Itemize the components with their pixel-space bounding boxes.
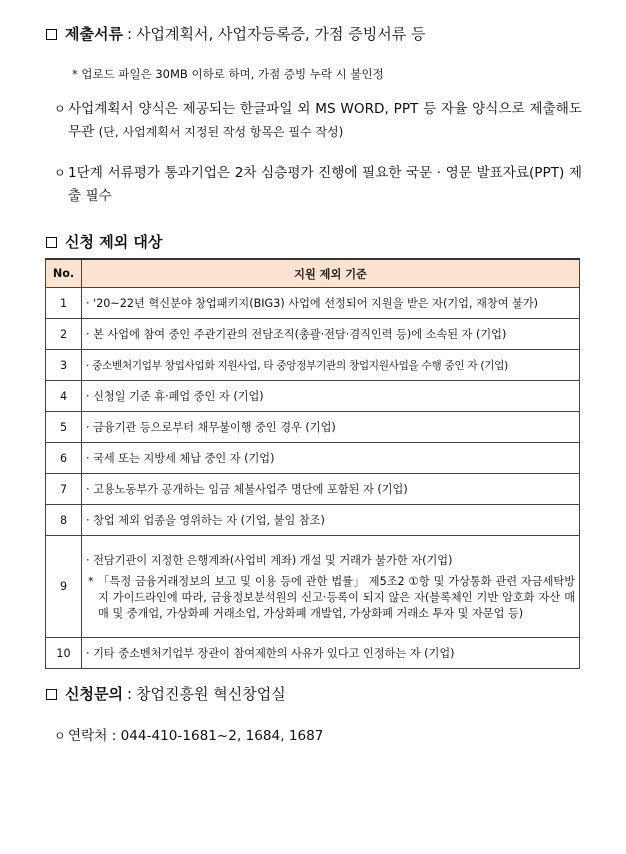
section-title: 제출서류 bbox=[65, 25, 123, 43]
separator: : bbox=[126, 25, 133, 43]
row-number: 2 bbox=[46, 319, 82, 350]
separator: : bbox=[126, 685, 133, 703]
checkbox-square-icon bbox=[46, 237, 57, 248]
header-criteria: 지원 제외 기준 bbox=[82, 259, 580, 288]
note-mark: * bbox=[88, 574, 94, 588]
bullet-item-format bbox=[54, 98, 582, 144]
row-text: · 국세 또는 지방세 체납 중인 자 (기업) bbox=[82, 443, 580, 474]
table-row bbox=[46, 505, 580, 536]
row-number: 6 bbox=[46, 443, 82, 474]
bullet-mark: ㅇ bbox=[54, 729, 66, 743]
bullet-item-presentation bbox=[54, 162, 582, 208]
bullet-text: 1단계 서류평가 통과기업은 2차 심층평가 진행에 필요한 국문 · 영문 발표자료(PPT) 제출 필수 bbox=[68, 165, 582, 204]
bullet-mark: ㅇ bbox=[54, 102, 66, 116]
table-row bbox=[46, 288, 580, 319]
section-exclusion-heading bbox=[46, 232, 162, 252]
table-row bbox=[46, 381, 580, 412]
row-line: · 전담기관이 지정한 은행계좌(사업비 계좌) 개설 및 거래가 불가한 자(기업) bbox=[86, 553, 453, 567]
row-number: 3 bbox=[46, 350, 82, 381]
row-number: 5 bbox=[46, 412, 82, 443]
header-no: No. bbox=[46, 259, 82, 288]
section-content: 사업계획서, 사업자등록증, 가점 증빙서류 등 bbox=[136, 25, 426, 43]
row-number: 7 bbox=[46, 474, 82, 505]
exclusion-criteria-table bbox=[45, 258, 580, 669]
row-text: · '20~22년 혁신분야 창업패키지(BIG3) 사업에 선정되어 지원을 받은 자(기업, 재창여 불가) bbox=[82, 288, 580, 319]
section-submission-heading bbox=[46, 24, 425, 44]
row-number: 4 bbox=[46, 381, 82, 412]
table-row bbox=[46, 638, 580, 669]
table-row bbox=[46, 474, 580, 505]
row-text: · 중소벤처기업부 창업사업화 지원사업, 타 중앙정부기관의 창업지원사업을 수행 중인 자 (기업) bbox=[82, 350, 580, 381]
row-text: · 금융기관 등으로부터 채무불이행 중인 경우 (기업) bbox=[82, 412, 580, 443]
table-header-row bbox=[46, 259, 580, 288]
row-text: · 신청일 기준 휴·폐업 중인 자 (기업) bbox=[82, 381, 580, 412]
contact-line bbox=[54, 725, 582, 748]
row-text: · 창업 제외 업종을 영위하는 자 (기업, 붙임 참조) bbox=[82, 505, 580, 536]
table-row bbox=[46, 319, 580, 350]
row-text: · 본 사업에 참여 중인 주관기관의 전담조직(총괄·전담·겸직인력 등)에 소속된 자 (기업) bbox=[82, 319, 580, 350]
section-inquiry-heading bbox=[46, 684, 286, 704]
table-row bbox=[46, 536, 580, 638]
checkbox-square-icon bbox=[46, 689, 57, 700]
row-subnote bbox=[86, 574, 575, 622]
bullet-note: (단, 사업계획서 지정된 작성 항목은 필수 작성) bbox=[98, 125, 344, 139]
upload-note: * 업로드 파일은 30MB 이하로 하며, 가점 증빙 누락 시 불인정 bbox=[72, 67, 384, 81]
row-text: · 기타 중소벤처기업부 장관이 참여제한의 사유가 있다고 인정하는 자 (기업) bbox=[82, 638, 580, 669]
table-row bbox=[46, 412, 580, 443]
contact-text: 연락처 : 044-410-1681~2, 1684, 1687 bbox=[68, 728, 324, 744]
row-text: · 고용노동부가 공개하는 임금 체불사업주 명단에 포함된 자 (기업) bbox=[82, 474, 580, 505]
row-number: 10 bbox=[46, 638, 82, 669]
table-row bbox=[46, 443, 580, 474]
section-content: 창업진흥원 혁신창업실 bbox=[136, 685, 286, 703]
row-number: 9 bbox=[46, 536, 82, 638]
section-title: 신청 제외 대상 bbox=[65, 233, 163, 251]
section-title: 신청문의 bbox=[65, 685, 123, 703]
row-number: 8 bbox=[46, 505, 82, 536]
note-text: 「특정 금융거래정보의 보고 및 이용 등에 관한 법률」 제5조2 ①항 및 가상통화 관련 자금세탁방지 가이드라인에 따라, 금융정보분석원의 신고·등록이 되지 않은 자(블록체인 기반 암호화 자산 매매 및 중개업, 가상화폐 거래소업, 가상화폐 개발업, 가상화폐 거래소 투자 및 자문업 등) bbox=[98, 574, 575, 620]
bullet-mark: ㅇ bbox=[54, 166, 66, 180]
row-number: 1 bbox=[46, 288, 82, 319]
table-row bbox=[46, 350, 580, 381]
checkbox-square-icon bbox=[46, 29, 57, 40]
bullet-text: 사업계획서 양식은 제공되는 한글파일 외 MS WORD, PPT 등 자율 양식으로 제출해도 무관 bbox=[68, 101, 582, 140]
row-text-multiline bbox=[82, 536, 580, 638]
